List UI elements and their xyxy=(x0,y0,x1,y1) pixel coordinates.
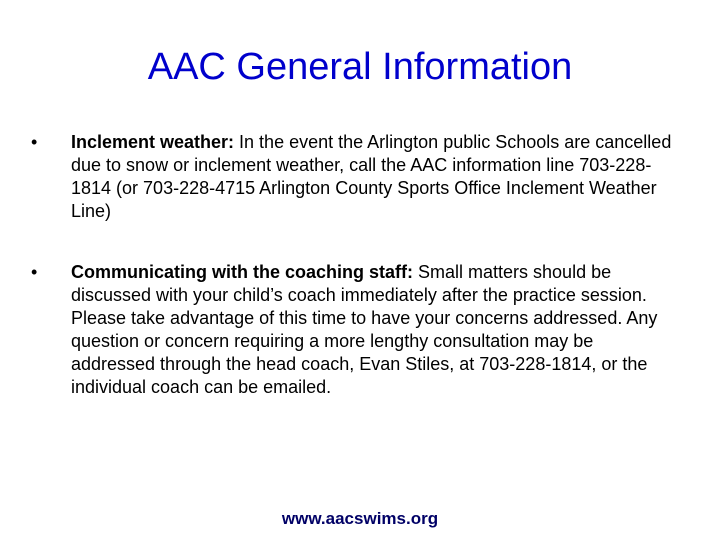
slide-title: AAC General Information xyxy=(147,46,573,88)
bullet-inclement-weather xyxy=(31,131,681,223)
bullet-heading: Communicating with the coaching staff: xyxy=(71,262,414,282)
bullet-coaching-staff xyxy=(31,261,681,399)
bullet-inclement-weather-text xyxy=(71,131,681,223)
bullet-body: Small matters should be discussed with your child’s coach immediately after the practice session. Please take advantage of this time to have your concerns addressed. Any question or concern requiring a more lengthy consultation may be addressed through the head coach, Evan Stiles, at 703-228-1814, or the individual coach can be emailed. xyxy=(71,262,658,397)
bullet-coaching-staff-text xyxy=(71,261,681,399)
bullet-dot-icon: • xyxy=(31,262,38,282)
website-link[interactable]: www.aacswims.org xyxy=(281,509,439,528)
bullet-body: In the event the Arlington public Schools are cancelled due to snow or inclement weather, call the AAC information line 703-228-1814 (or 703-228-4715 Arlington County Sports Office Inclement Weather Line) xyxy=(71,132,672,221)
bullet-heading: Inclement weather: xyxy=(71,132,235,152)
bullet-dot-icon: • xyxy=(31,132,38,152)
